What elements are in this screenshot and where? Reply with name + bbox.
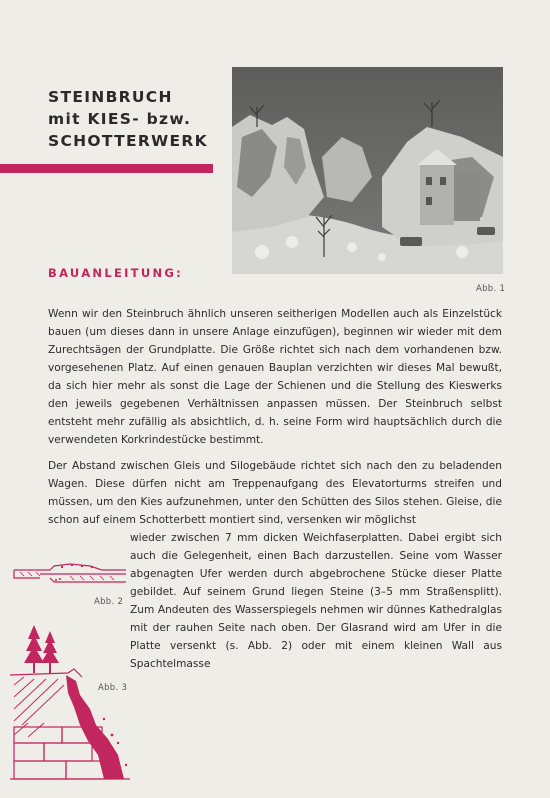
paragraph-1: Wenn wir den Steinbruch ähnlich unseren seitherigen Modellen auch als Einzelstück bauen (um dieses dann in unsere Anlage einzufügen), beginnen wir wieder mit dem Zurechtsägen der Grundplatte. Die Größe richtet sich nach dem vorhandenen bzw. vorgesehenen Platz. Auf einen genauen Bauplan verzichten wir dieses Mal bewußt, da sich hier mehr als sonst die Lage der Schienen und die Stellung des Kieswerks den jeweils gegebenen Verhältnissen anpassen müssen. Der Steinbruch selbst entsteht mehr zufällig als absichtlich, d. h. seine Form wird hauptsächlich durch die verwendeten Korkrindestücke bestimmt. bbox=[48, 308, 502, 446]
paragraph-2: Der Abstand zwischen Gleis und Silogebäude richtet sich nach den zu beladenden Wagen. Diese dürfen nicht am Treppenaufgang des Elevatorturms streifen und müssen, um den Kies aufzunehmen, unter den Schütten des Silos stehen. Gleise, die schon auf einem Schotterbett montiert sind, versenken wir möglichst bbox=[48, 460, 502, 526]
paragraph-3: wieder zwischen 7 mm dicken Weichfaserplatten. Dabei ergibt sich auch die Gelegenheit, einen Bach darzustellen. Seine vom Wasser abgenagten Ufer werden durch abgebrochene Stücke dieser Platte gebildet. Auf seinem Grund liegen Steine (3–5 mm Straßensplitt). Zum Andeuten des Wasserspiegels nehmen wir dünnes Kathedralglas mit der rauhen Seite nach oben. Der Glasrand wird am Ufer in die Platte versenkt (s. Abb. 2) oder mit einem kleinen Wall aus Spachtelmasse bbox=[130, 532, 502, 670]
figure-2-illustration bbox=[10, 556, 130, 600]
title-line-2: mit KIES- bzw. bbox=[48, 110, 192, 128]
section-heading: BAUANLEITUNG: bbox=[48, 266, 184, 280]
title-line-1: STEINBRUCH bbox=[48, 88, 173, 106]
accent-rule bbox=[0, 164, 213, 173]
figure-1-caption: Abb. 1 bbox=[476, 284, 506, 294]
quarry-photo bbox=[232, 67, 503, 274]
title-line-3: SCHOTTERWERK bbox=[48, 132, 208, 150]
page-title bbox=[48, 86, 208, 152]
figure-3-caption: Abb. 3 bbox=[98, 683, 128, 693]
figure-2-caption: Abb. 2 bbox=[94, 597, 124, 607]
figure-3-illustration bbox=[8, 615, 133, 789]
